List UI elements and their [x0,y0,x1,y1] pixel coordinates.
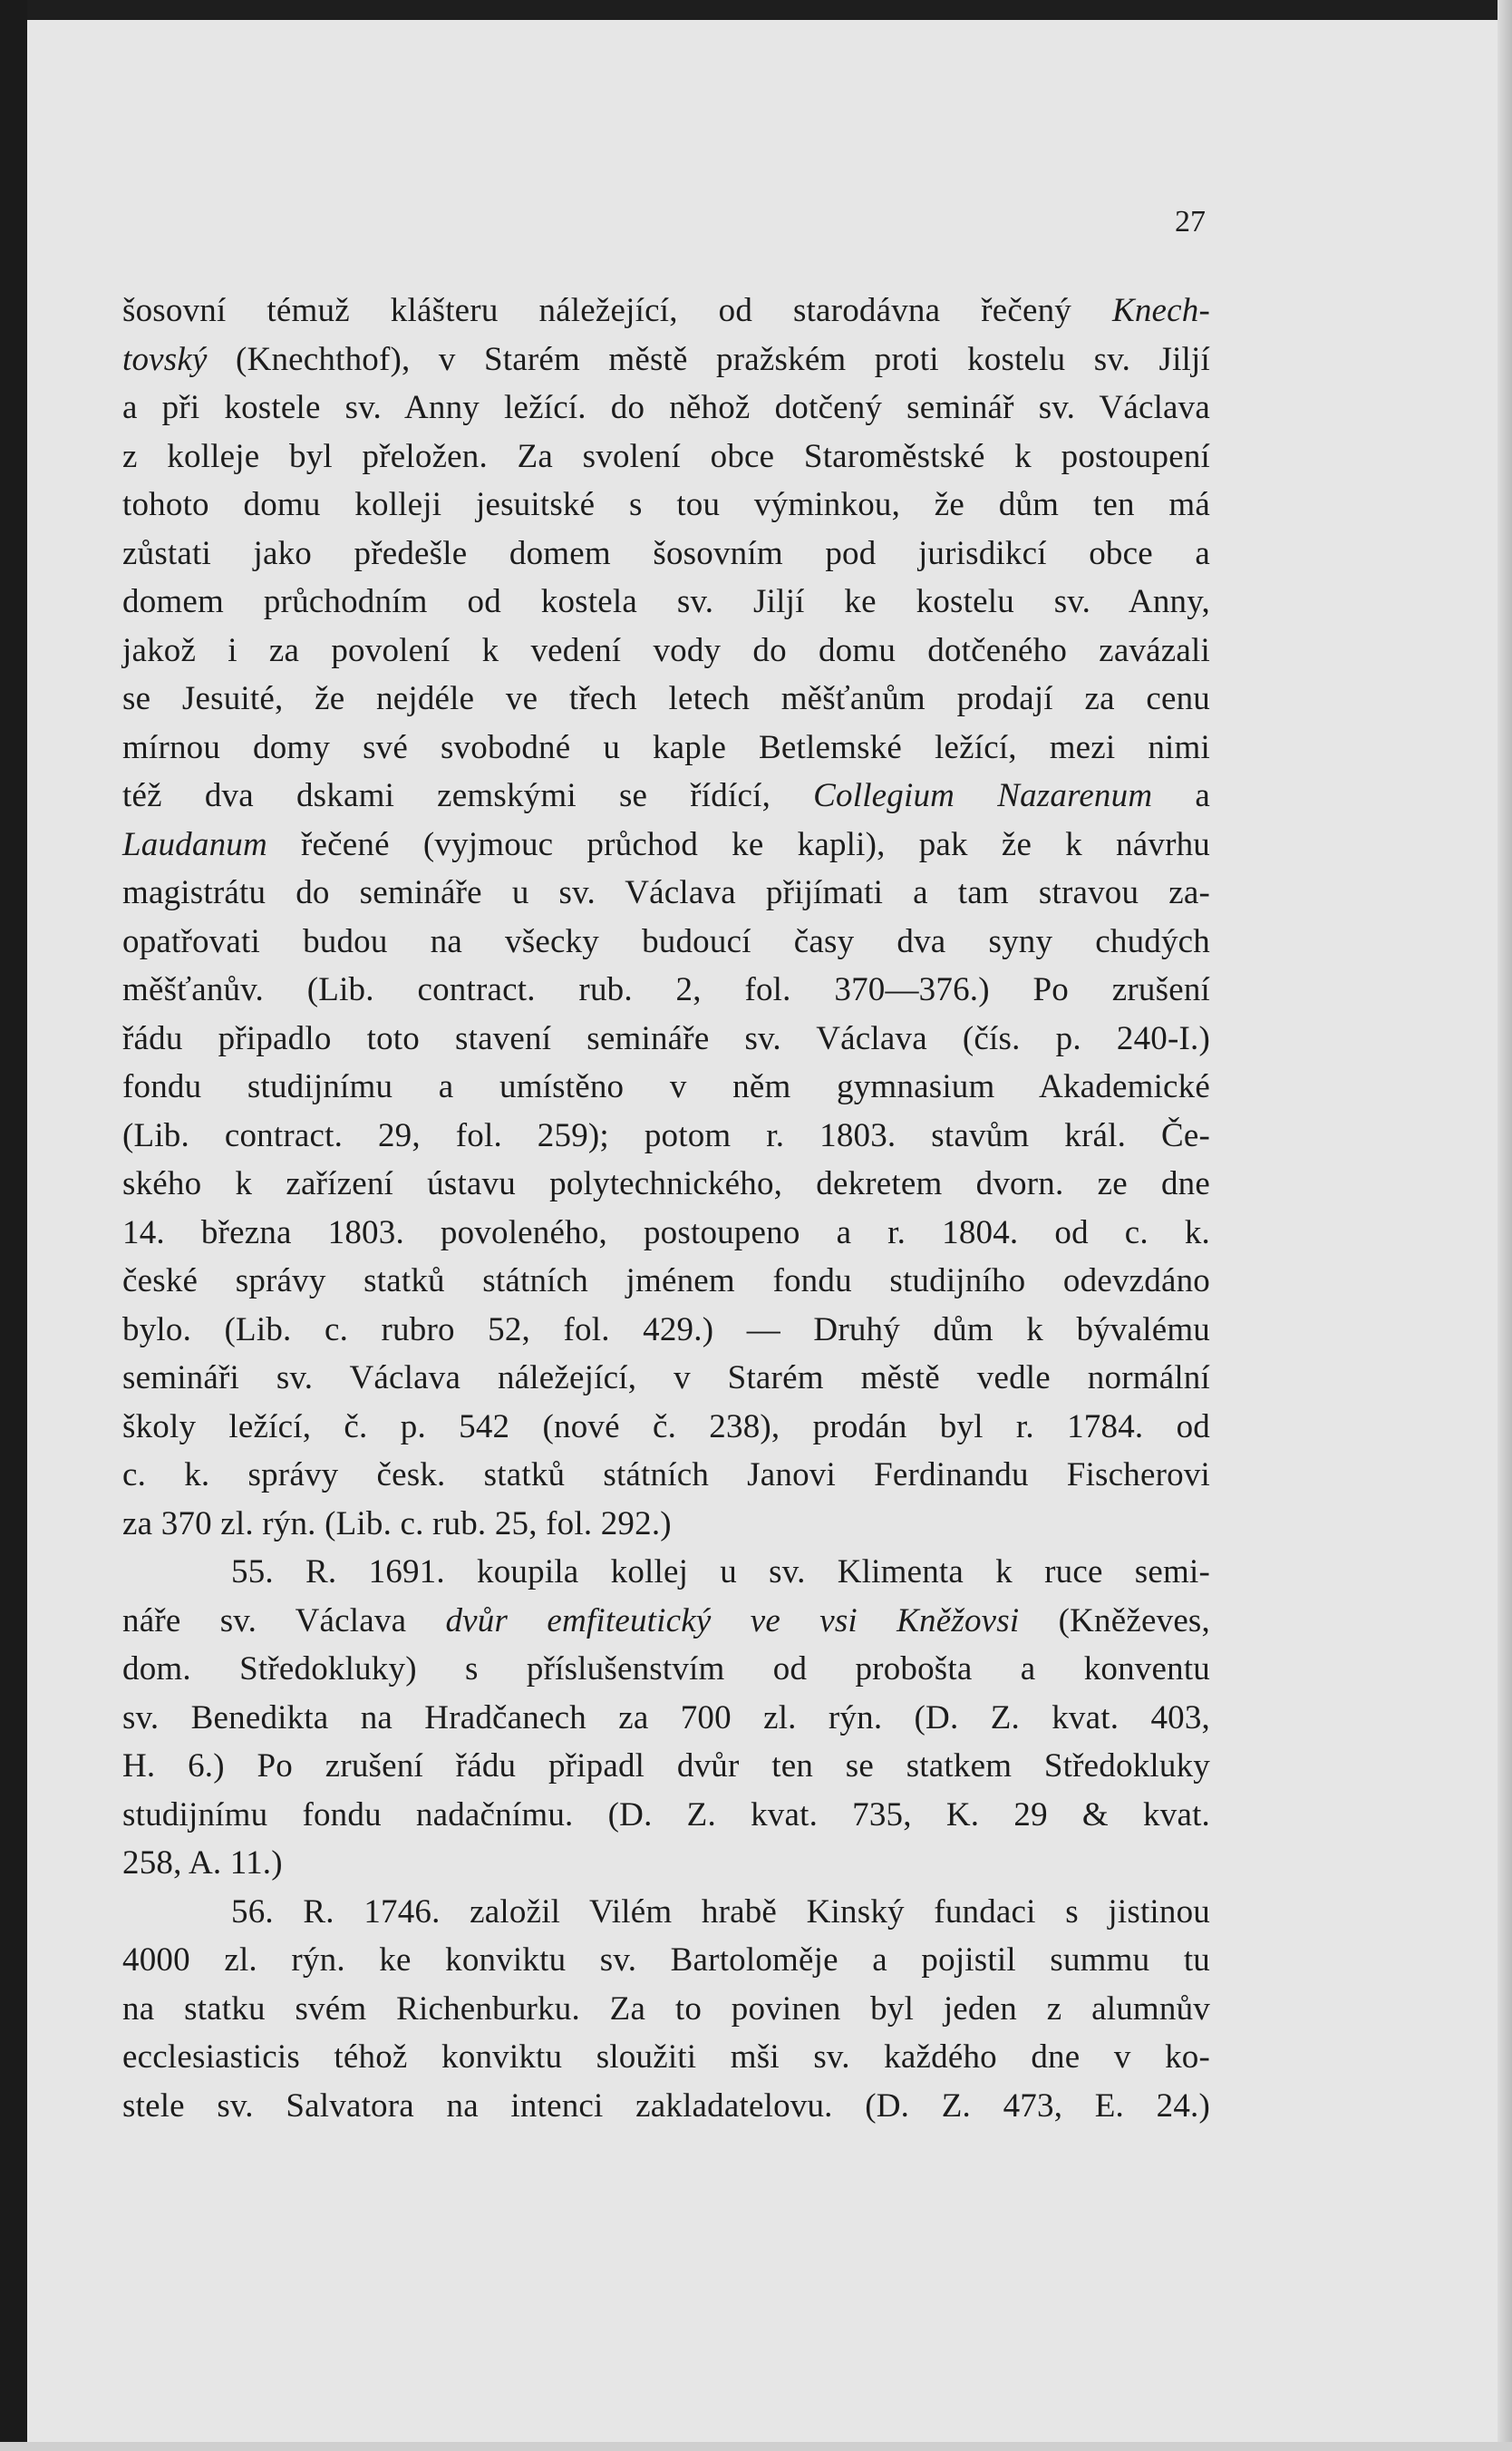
italic-text: Laudanum [122,825,267,863]
text-segment: stele sv. Salvatora na intenci zakladatelovu. (D. Z. 473, E. 24.) [122,2086,1210,2125]
text-line [122,1742,1210,1791]
text-segment: 56. R. 1746. založil Vilém hrabě Kinský fundaci s jistinou [231,1892,1210,1931]
text-line [122,481,1210,530]
text-line [122,772,1210,821]
text-segment: 4000 zl. rýn. ke konviktu sv. Bartoloměje a pojistil summu tu [122,1941,1210,1979]
text-line [122,918,1210,967]
text-line [122,530,1210,579]
text-line [122,1015,1210,1064]
text-segment: mírnou domy své svobodné u kaple Betlemské ležící, mezi nimi [122,728,1210,766]
text-segment: a [1152,777,1210,814]
text-line [122,1209,1210,1258]
text-line [122,724,1210,773]
text-segment: za 370 zl. rýn. (Lib. c. rub. 25, fol. 292.) [122,1504,672,1542]
body-text [122,287,1210,2130]
text-line [122,1500,1210,1549]
text-line [122,1112,1210,1161]
italic-text: Collegium Nazarenum [813,777,1153,814]
scan-border-right [1497,0,1512,2451]
text-line [122,1257,1210,1306]
text-line [122,1985,1210,2034]
text-segment: a při kostele sv. Anny ležící. do něhož dotčený seminář sv. Václava [122,389,1210,426]
text-segment: magistrátu do semináře u sv. Václava přijímati a tam stravou za- [122,874,1210,911]
text-segment: z kolleje byl přeložen. Za svolení obce Staroměstské k postoupení [122,437,1210,475]
text-line [122,2033,1210,2082]
italic-text: Knech- [1111,292,1210,329]
text-line [122,966,1210,1015]
text-segment: měšťanův. (Lib. contract. rub. 2, fol. 370—376.) Po zrušení [122,971,1210,1008]
text-segment: studijnímu fondu nadačnímu. (D. Z. kvat. 735, K. 29 & kvat. [122,1795,1210,1833]
text-line [122,1306,1210,1355]
text-segment: H. 6.) Po zrušení řádu připadl dvůr ten se statkem Středokluky [122,1747,1210,1785]
scan-border-left [0,0,27,2451]
italic-text: tovský [122,340,208,378]
text-line [122,578,1210,627]
text-segment: sv. Benedikta na Hradčanech za 700 zl. rýn. (D. Z. kvat. 403, [122,1698,1210,1736]
text-segment: na statku svém Richenburku. Za to povinen byl jeden z alumnův [122,1989,1210,2028]
text-segment: c. k. správy česk. statků státních Janovi Ferdinandu Fischerovi [122,1456,1210,1493]
text-segment: též dva dskami zemskými se řídící, [122,777,814,814]
text-line [122,627,1210,676]
text-line [122,1354,1210,1403]
text-segment: šosovní témuž klášteru náležející, od starodávna řečený [122,292,1112,329]
italic-text: dvůr emfiteutický ve vsi Kněžovsi [445,1601,1020,1639]
text-line [122,1645,1210,1694]
text-segment: zůstati jako předešle domem šosovním pod jurisdikcí obce a [122,534,1210,572]
text-line [122,336,1210,384]
text-segment: 14. března 1803. povoleného, postoupeno a r. 1804. od c. k. [122,1213,1210,1251]
text-segment: (Knechthof), v Starém městě pražském proti kostelu sv. Jiljí [207,340,1210,378]
text-segment: semináři sv. Václava náležející, v Starém městě vedle normální [122,1359,1210,1396]
text-line [122,1936,1210,1985]
text-line [122,1839,1210,1888]
text-segment: řečené (vyjmouc průchod ke kapli), pak že k návrhu [267,825,1210,863]
text-segment: bylo. (Lib. c. rubro 52, fol. 429.) — Druhý dům k bývalému [122,1310,1210,1348]
text-segment: dom. Středokluky) s příslušenstvím od probošta a konventu [122,1650,1210,1687]
text-line [122,1791,1210,1840]
text-segment: fondu studijnímu a umístěno v něm gymnasium Akademické [122,1068,1210,1105]
text-line [122,821,1210,870]
text-line [122,1063,1210,1112]
text-segment: opatřovati budou na všecky budoucí časy dva syny chudých [122,922,1210,960]
text-line [122,1160,1210,1209]
text-segment: domem průchodním od kostela sv. Jiljí ke kostelu sv. Anny, [122,583,1210,620]
text-line [122,1548,1210,1597]
text-segment: se Jesuité, že nejdéle ve třech letech měšťanům prodají za cenu [122,680,1210,717]
text-segment: tohoto domu kolleji jesuitské s tou výminkou, že dům ten má [122,486,1210,523]
text-line [122,869,1210,918]
text-line [122,1451,1210,1500]
page-number: 27 [1175,205,1206,238]
text-segment: řádu připadlo toto stavení semináře sv. Václava (čís. p. 240-I.) [122,1019,1210,1057]
text-segment: 55. R. 1691. koupila kollej u sv. Klimenta k ruce semi- [231,1553,1210,1590]
text-segment: 258, A. 11.) [122,1844,283,1882]
text-segment: jakož i za povolení k vedení vody do domu dotčeného zavázali [122,631,1210,669]
text-line [122,2082,1210,2131]
text-line [122,1403,1210,1452]
text-segment: ecclesiasticis téhož konviktu sloužiti mši sv. každého dne v ko- [122,2038,1210,2076]
text-line [122,1888,1210,1937]
text-line [122,675,1210,724]
scan-border-top [0,0,1512,20]
text-line [122,1694,1210,1743]
text-line [122,384,1210,433]
text-segment: (Kněževes, [1019,1601,1210,1639]
text-segment: (Lib. contract. 29, fol. 259); potom r. 1803. stavům král. Če- [122,1116,1210,1154]
text-line [122,1597,1210,1646]
scan-border-bottom [0,2442,1512,2451]
text-line [122,433,1210,481]
text-segment: české správy statků státních jménem fondu studijního odevzdáno [122,1262,1210,1299]
text-line [122,287,1210,336]
text-segment: náře sv. Václava [122,1601,446,1639]
text-segment: ského k zařízení ústavu polytechnického, dekretem dvorn. ze dne [122,1165,1210,1202]
text-segment: školy ležící, č. p. 542 (nové č. 238), prodán byl r. 1784. od [122,1407,1210,1445]
